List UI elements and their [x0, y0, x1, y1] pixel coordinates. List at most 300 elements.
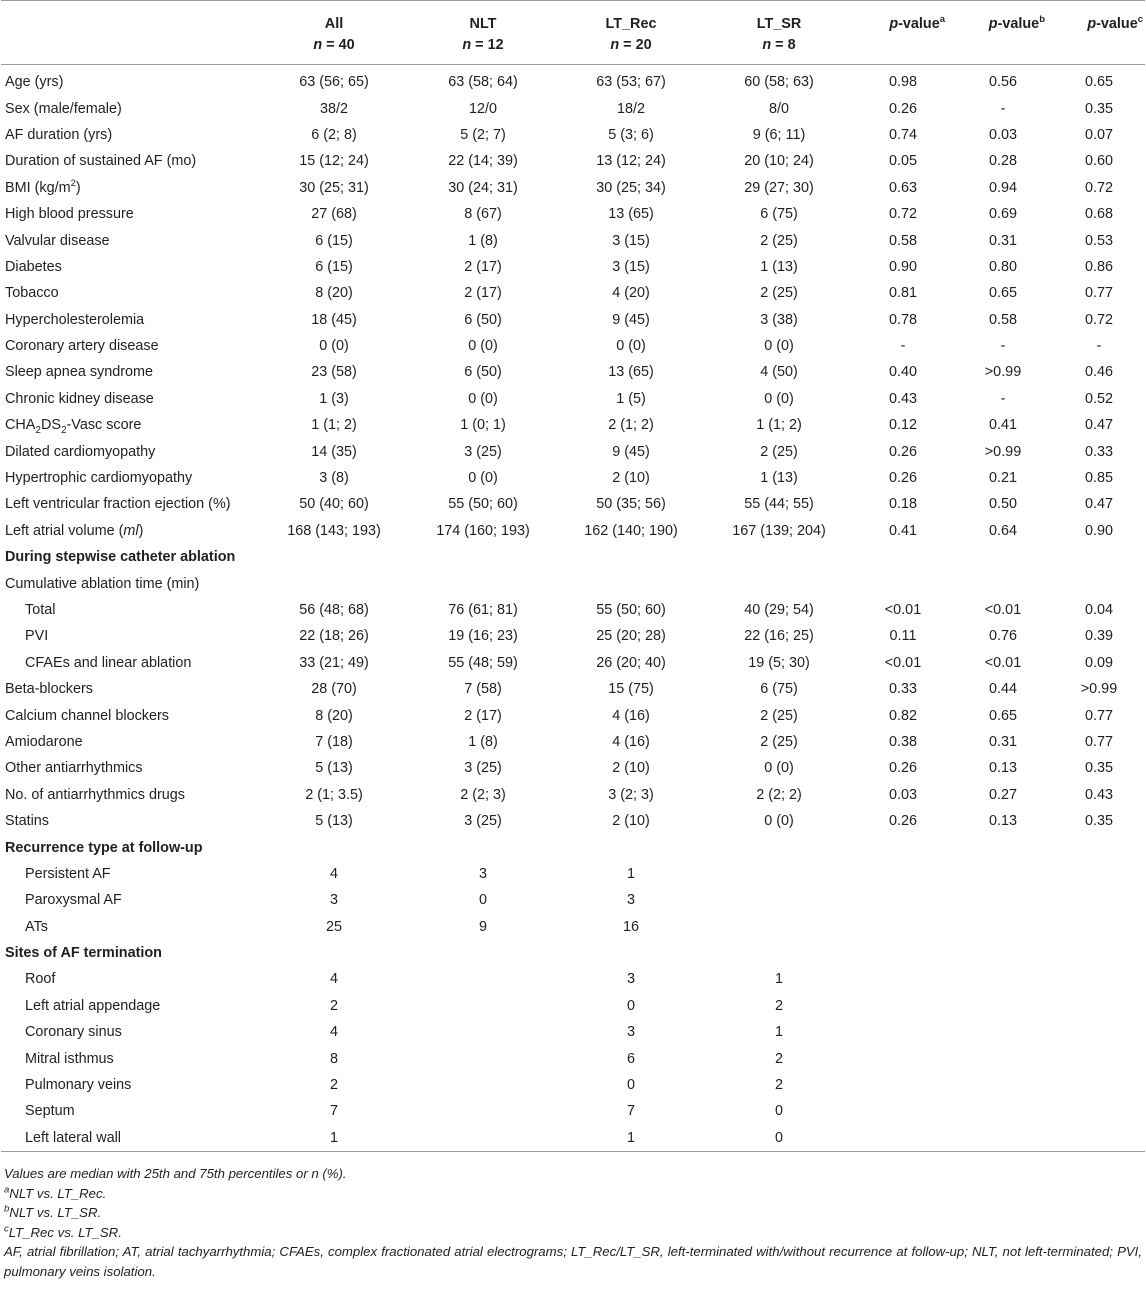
table-cell: 30 (25; 34) [596, 179, 666, 196]
table-cell: 2 (25) [760, 733, 798, 750]
table-cell: 23 (58) [311, 364, 357, 381]
row-label: Total [25, 602, 56, 618]
table-cell: 2 (25) [760, 285, 798, 302]
table-cell: 7 [626, 1103, 635, 1120]
table-cell [953, 887, 1053, 913]
row-label: Age (yrs) [5, 74, 64, 91]
table-cell: 6 [626, 1050, 635, 1067]
table-cell: 8 (67) [464, 206, 502, 223]
table-cell: 2 (25) [760, 443, 798, 460]
row-label: Duration of sustained AF (mo) [5, 153, 197, 170]
header-p-value-a: p-value$^a$ [889, 14, 945, 32]
table-cell: 0.77 [1084, 707, 1113, 724]
row-label: Coronary sinus [25, 1024, 122, 1041]
table-cell: 0.39 [1084, 628, 1113, 645]
table-cell [853, 966, 953, 992]
table-row [1, 148, 1145, 174]
table-cell: 2 (17) [464, 285, 502, 302]
table-cell: 22 (16; 25) [744, 628, 814, 645]
table-cell: 1 (0; 1) [460, 417, 506, 434]
row-label: Beta-blockers [5, 681, 93, 698]
table-cell: 18/2 [616, 100, 645, 117]
table-cell [1053, 1098, 1145, 1124]
table-row [1, 175, 1145, 201]
table-row [1, 65, 1145, 96]
table-cell [953, 861, 1053, 887]
header-blank [1, 1, 259, 65]
table-cell: 0 (0) [764, 338, 794, 355]
table-cell: 8 (20) [315, 285, 353, 302]
row-label: No. of antiarrhythmics drugs [5, 786, 185, 803]
footnote-values: Values are median with 25th and 75th percentiles or n (%). [4, 1166, 347, 1182]
row-label: Left atrial appendage [25, 997, 161, 1014]
table-cell: 14 (35) [311, 443, 357, 460]
table-row [1, 597, 1145, 623]
table-cell: 38/2 [319, 100, 348, 117]
table-cell: 0.80 [988, 258, 1017, 275]
table-cell: 15 (12; 24) [299, 153, 369, 170]
table-cell: 0.77 [1084, 285, 1113, 302]
table-row [1, 438, 1145, 464]
table-cell [705, 887, 853, 913]
table-cell: 2 (2; 2) [756, 786, 802, 803]
table-cell: 0 [626, 1077, 635, 1094]
table-row [1, 650, 1145, 676]
table-cell: 3 (38) [760, 311, 798, 328]
footnote-a: $^a$NLT vs. LT_Rec. [4, 1184, 107, 1201]
table-cell: 9 (45) [612, 311, 650, 328]
table-row [1, 570, 1145, 596]
table-cell: 2 [774, 1050, 783, 1067]
table-cell [853, 1098, 953, 1124]
table-cell [1053, 1019, 1145, 1045]
table-row [1, 623, 1145, 649]
table-cell: 9 (45) [612, 443, 650, 460]
table-cell: 6 (75) [760, 206, 798, 223]
table-row [1, 518, 1145, 544]
table-row [1, 1019, 1145, 1045]
table-cell: - [1000, 390, 1006, 407]
table-cell: 0.69 [988, 206, 1017, 223]
table-cell: 0.56 [988, 74, 1017, 91]
table-cell [1053, 1125, 1145, 1152]
table-row [1, 386, 1145, 412]
table-cell: 0.13 [988, 760, 1017, 777]
table-cell: 1 (8) [468, 733, 498, 750]
table-cell: 0.52 [1084, 390, 1113, 407]
table-cell: 6 (50) [464, 364, 502, 381]
table-cell: 0.26 [888, 100, 917, 117]
table-cell [953, 1045, 1053, 1071]
table-cell: 0.50 [988, 496, 1017, 513]
table-cell: 7 (58) [464, 681, 502, 698]
table-cell: 0.47 [1084, 496, 1113, 513]
table-cell: 25 [325, 918, 342, 935]
table-cell: <0.01 [884, 602, 922, 618]
section-ablation [1, 544, 1145, 570]
header-all: All n = 40 [313, 16, 355, 53]
section-heading: Recurrence type at follow-up [5, 839, 203, 856]
table-cell: 0.77 [1084, 733, 1113, 750]
table-cell: 9 (6; 11) [752, 126, 806, 143]
table-cell: 0 (0) [616, 338, 646, 355]
table-cell [853, 887, 953, 913]
table-cell: 0.65 [988, 707, 1017, 724]
table-cell: 0.31 [988, 733, 1017, 750]
header-p-value-b: p-value$^b$ [988, 14, 1045, 32]
table-cell: 8/0 [768, 100, 789, 117]
table-cell: 8 [329, 1050, 338, 1067]
table-cell: 0.82 [888, 707, 917, 724]
table-footnotes [0, 1152, 1142, 1281]
table-cell: 5 (13) [315, 760, 353, 777]
table-cell: 63 (53; 67) [596, 74, 666, 91]
table-cell: 0 [774, 1129, 783, 1146]
table-cell: 2 (1; 3.5) [305, 786, 363, 803]
table-cell: 0.26 [888, 813, 917, 830]
table-cell [853, 1125, 953, 1152]
table-cell: 19 (5; 30) [748, 654, 810, 671]
table-row [1, 254, 1145, 280]
section-heading: Sites of AF termination [5, 945, 162, 962]
row-label: Other antiarrhythmics [5, 760, 143, 777]
table-cell: 2 (25) [760, 707, 798, 724]
table-row [1, 993, 1145, 1019]
table-cell: 0.05 [888, 153, 917, 170]
table-cell: 0.72 [888, 206, 917, 223]
row-label: BMI $(kg/m^2)$ [5, 177, 81, 196]
table-cell: 0.58 [988, 311, 1017, 328]
row-label: Diabetes [5, 258, 62, 275]
table-cell: 8 (20) [315, 707, 353, 724]
row-label: Septum [25, 1103, 75, 1120]
table-row [1, 95, 1145, 121]
table-cell: 1 [329, 1129, 338, 1146]
row-label: Statins [5, 813, 49, 830]
row-label: AF duration (yrs) [5, 126, 113, 143]
table-cell: <0.01 [984, 654, 1022, 671]
table-row [1, 782, 1145, 808]
table-cell: 7 (18) [315, 733, 353, 750]
table-cell: 30 (24; 31) [448, 179, 518, 196]
row-label: Tobacco [5, 285, 59, 302]
table-cell: 1 (13) [760, 258, 798, 275]
table-cell: 7 [329, 1103, 338, 1120]
table-cell: 26 (20; 40) [596, 654, 666, 671]
table-cell: 3 (25) [464, 443, 502, 460]
table-cell: 3 (8) [319, 470, 349, 487]
table-cell [953, 966, 1053, 992]
table-cell: 4 (50) [760, 364, 798, 381]
table-cell: 3 (15) [612, 258, 650, 275]
table-cell: 0.33 [888, 681, 917, 698]
table-cell: 0.07 [1084, 126, 1113, 143]
table-cell: 50 (35; 56) [596, 496, 666, 513]
table-cell: 0.63 [888, 179, 917, 196]
table-cell: 0 (0) [764, 390, 794, 407]
table-row [1, 702, 1145, 728]
table-cell [953, 1072, 1053, 1098]
table-cell: 4 [329, 865, 338, 882]
table-cell: 2 (25) [760, 232, 798, 249]
row-label: Dilated cardiomyopathy [5, 443, 156, 460]
table-cell: 0.35 [1084, 813, 1113, 830]
table-cell: 0.64 [988, 522, 1017, 539]
table-row [1, 887, 1145, 913]
header-p-value-c: p-value$^c$ [1087, 14, 1143, 32]
table-cell: 2 (1; 2) [608, 417, 654, 434]
table-cell: 15 (75) [608, 681, 654, 698]
table-cell: 0.11 [889, 628, 917, 645]
table-cell: 0.12 [888, 417, 917, 434]
table-cell: 0.26 [888, 443, 917, 460]
row-label: Amiodarone [5, 733, 83, 750]
table-cell: 0.38 [888, 733, 917, 750]
row-label: Roof [25, 971, 56, 988]
table-cell [1053, 861, 1145, 887]
table-row [1, 412, 1145, 438]
table-row [1, 1045, 1145, 1071]
table-cell: 5 (2; 7) [460, 126, 506, 143]
row-label: Mitral isthmus [25, 1050, 114, 1067]
table-cell: 0.98 [888, 74, 917, 91]
table-cell: 56 (48; 68) [299, 602, 369, 618]
table-cell: 162 (140; 190) [584, 522, 678, 539]
table-cell: 3 [478, 865, 487, 882]
table-cell [409, 1045, 557, 1071]
table-cell: 12/0 [468, 100, 497, 117]
table-cell: 2 (10) [612, 813, 650, 830]
table-cell [853, 914, 953, 940]
table-cell: 0.26 [888, 760, 917, 777]
table-cell: 13 (65) [608, 364, 654, 381]
table-cell [705, 914, 853, 940]
table-cell: >0.99 [1080, 681, 1118, 698]
table-cell: 0.72 [1084, 311, 1113, 328]
row-label: Sex (male/female) [5, 100, 122, 117]
baseline-characteristics-table [1, 0, 1145, 1152]
table-cell: 27 (68) [311, 206, 357, 223]
table-cell: 1 (5) [616, 390, 646, 407]
row-label: $CHA_2DS_2$-Vasc score [5, 417, 142, 437]
table-cell: 6 (50) [464, 311, 502, 328]
table-cell: >0.99 [984, 443, 1022, 460]
section-heading: During stepwise catheter ablation [5, 549, 236, 566]
table-cell: 2 (17) [464, 707, 502, 724]
table-cell: 2 [774, 997, 783, 1014]
table-cell: 13 (65) [608, 206, 654, 223]
table-cell [953, 1019, 1053, 1045]
row-label: Calcium channel blockers [5, 707, 169, 724]
table-cell: 0 (0) [764, 760, 794, 777]
table-cell: 50 (40; 60) [299, 496, 369, 513]
table-cell: 3 (25) [464, 760, 502, 777]
table-cell [953, 1125, 1053, 1152]
table-cell: 29 (27; 30) [744, 179, 814, 196]
table-cell [1053, 966, 1145, 992]
table-row [1, 1125, 1145, 1152]
table-cell: 0.18 [888, 496, 917, 513]
table-cell: 9 [478, 918, 487, 935]
table-cell: 6 (15) [315, 232, 353, 249]
table-row [1, 1098, 1145, 1124]
table-cell: 4 [329, 1024, 338, 1041]
table-cell [1053, 914, 1145, 940]
table-cell: - [1000, 100, 1006, 117]
table-cell [1053, 993, 1145, 1019]
table-cell: 0 (0) [468, 470, 498, 487]
table-cell: 0.74 [888, 126, 917, 143]
table-cell: 22 (14; 39) [448, 153, 518, 170]
table-cell: 0.09 [1084, 654, 1113, 671]
table-cell: - [1000, 338, 1006, 355]
table-cell: 0.13 [988, 813, 1017, 830]
table-row [1, 465, 1145, 491]
row-label: ATs [25, 918, 48, 935]
table-cell: 4 (16) [612, 707, 650, 724]
table-cell: 0.27 [988, 786, 1017, 803]
table-cell: 0.72 [1084, 179, 1113, 196]
table-cell [853, 1072, 953, 1098]
table-cell: 5 (13) [315, 813, 353, 830]
table-cell: 2 (10) [612, 470, 650, 487]
table-cell: 63 (58; 64) [448, 74, 518, 91]
table-cell: 0.31 [988, 232, 1017, 249]
row-label: Left lateral wall [25, 1129, 121, 1146]
table-cell: 0.03 [988, 126, 1017, 143]
table-cell: 6 (75) [760, 681, 798, 698]
row-label: High blood pressure [5, 206, 134, 223]
table-cell: 63 (56; 65) [299, 74, 369, 91]
table-row [1, 729, 1145, 755]
table-cell: <0.01 [884, 654, 922, 671]
table-row [1, 966, 1145, 992]
row-label: Hypertrophic cardiomyopathy [5, 470, 193, 487]
row-label: Chronic kidney disease [5, 390, 154, 407]
table-cell: 1 [626, 865, 635, 882]
table-cell: 0 (0) [468, 338, 498, 355]
table-cell: 0.86 [1084, 258, 1113, 275]
table-cell: 167 (139; 204) [732, 522, 826, 539]
table-cell: 2 [774, 1077, 783, 1094]
table-cell: 0.44 [988, 681, 1017, 698]
table-cell: 0.85 [1084, 470, 1113, 487]
table-cell: 3 (2; 3) [608, 786, 654, 803]
header-lt-sr: LT_SR n = 8 [756, 16, 802, 53]
table-cell: 1 (1; 2) [756, 417, 802, 434]
table-cell [953, 914, 1053, 940]
table-cell [409, 993, 557, 1019]
table-cell: 0.40 [888, 364, 917, 381]
table-cell: 55 (48; 59) [448, 654, 518, 671]
table-cell: 0.68 [1084, 206, 1113, 223]
table-cell: 1 (13) [760, 470, 798, 487]
table-cell: 0.53 [1084, 232, 1113, 249]
table-cell [409, 966, 557, 992]
table-cell: 0.65 [1084, 74, 1113, 91]
table-row [1, 755, 1145, 781]
table-cell: 0 (0) [319, 338, 349, 355]
table-cell: 20 (10; 24) [744, 153, 814, 170]
table-cell: 19 (16; 23) [448, 628, 518, 645]
table-cell [953, 1098, 1053, 1124]
table-cell: 0.58 [888, 232, 917, 249]
table-cell: 0 (0) [764, 813, 794, 830]
table-cell: - [900, 338, 906, 355]
table-cell: 0.94 [988, 179, 1017, 196]
table-cell: 0.35 [1084, 760, 1113, 777]
table-cell: 1 [774, 1024, 783, 1041]
header-row [1, 1, 1145, 65]
table-cell: 0.78 [888, 311, 917, 328]
footnote-b: $^b$NLT vs. LT_SR. [4, 1203, 102, 1221]
table-row [1, 676, 1145, 702]
table-cell [409, 1098, 557, 1124]
row-label: Coronary artery disease [5, 338, 159, 355]
table-cell: 1 (3) [319, 390, 349, 407]
table-row [1, 122, 1145, 148]
row-label: Hypercholesterolemia [5, 311, 145, 328]
table-cell: 0.41 [888, 522, 917, 539]
row-label: Cumulative ablation time (min) [5, 575, 200, 592]
table-cell: 0.47 [1084, 417, 1113, 434]
table-cell: 2 [329, 1077, 338, 1094]
table-cell: 40 (29; 54) [744, 602, 814, 618]
table-cell: 0.03 [888, 786, 917, 803]
table-cell: 28 (70) [311, 681, 357, 698]
table-cell: 25 (20; 28) [596, 628, 666, 645]
table-cell: 1 [626, 1129, 635, 1146]
row-label: Persistent AF [25, 865, 111, 882]
table-row [1, 914, 1145, 940]
table-cell: 0 [626, 997, 635, 1014]
table-cell: 0 [774, 1103, 783, 1120]
table-cell: 0.28 [988, 153, 1017, 170]
table-cell: 174 (160; 193) [436, 522, 530, 539]
row-label: Left atrial volume (ml) [5, 522, 144, 539]
table-cell: 3 [626, 892, 635, 909]
table-cell [705, 861, 853, 887]
table-cell: 0.43 [1084, 786, 1113, 803]
table-cell [409, 1019, 557, 1045]
table-cell: 13 (12; 24) [596, 153, 666, 170]
table-cell: 0 [478, 892, 487, 909]
footnote-abbreviations: AF, atrial fibrillation; AT, atrial tachyarrhythmia; CFAEs, complex fractionated atrial electrograms; LT_Rec/LT_SR, left-terminated with/without recurrence at follow-up; NLT, not left-terminated; PVI, pulmonary veins isolation. [4, 1244, 1142, 1279]
header-lt-rec: LT_Rec n = 20 [605, 16, 657, 53]
table-cell: 3 [329, 892, 338, 909]
table-body [1, 65, 1145, 1152]
table-cell: 0.81 [888, 285, 917, 302]
table-row [1, 1072, 1145, 1098]
table-cell: 60 (58; 63) [744, 74, 814, 91]
table-cell [853, 1045, 953, 1071]
table-cell: 0.43 [888, 390, 917, 407]
table-cell: 0.60 [1084, 153, 1113, 170]
table-cell: 0.90 [1084, 522, 1113, 539]
table-cell [853, 993, 953, 1019]
table-row [1, 359, 1145, 385]
table-cell: 1 [774, 971, 783, 988]
row-label: CFAEs and linear ablation [25, 654, 192, 671]
table-cell [853, 1019, 953, 1045]
table-cell: 0 (0) [468, 390, 498, 407]
footnote-c: $^c$LT_Rec vs. LT_SR. [4, 1223, 122, 1240]
table-cell: - [1096, 338, 1102, 355]
table-cell: 16 [622, 918, 639, 935]
table-cell [953, 993, 1053, 1019]
table-cell [1053, 887, 1145, 913]
table-row [1, 201, 1145, 227]
